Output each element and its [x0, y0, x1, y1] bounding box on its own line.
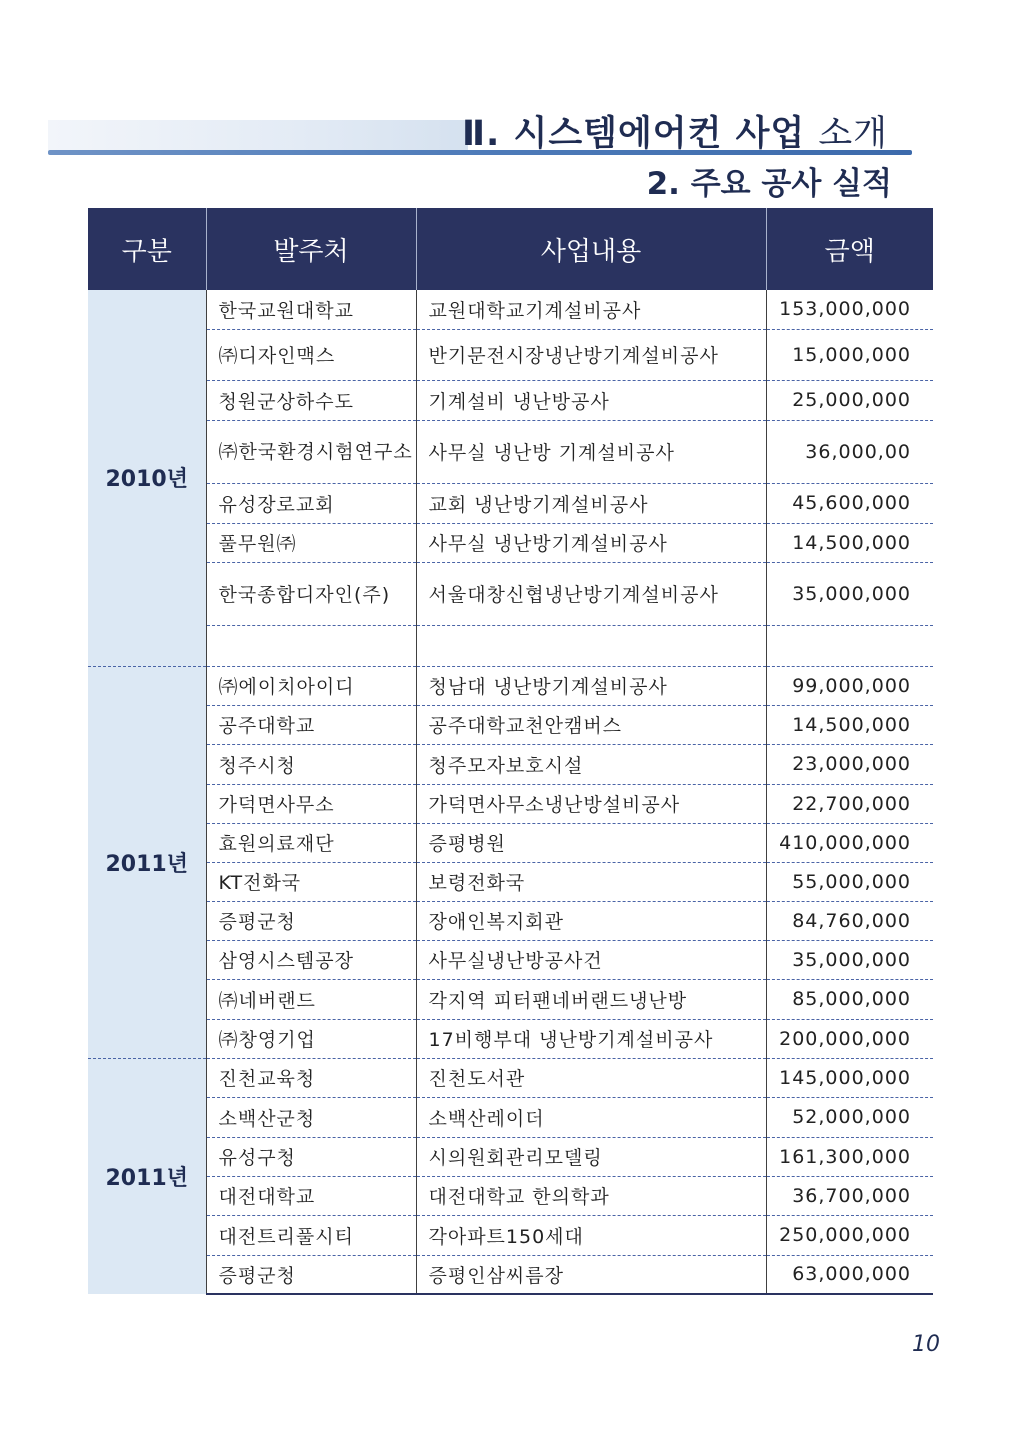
client-cell: 한국교원대학교 [206, 290, 416, 329]
amount-cell: 55,000,000 [766, 862, 933, 901]
year-cell: 2010년 [88, 290, 206, 666]
client-cell: 가덕면사무소 [206, 784, 416, 823]
project-cell: 청주모자보호시설 [416, 744, 766, 784]
project-cell: 증평병원 [416, 823, 766, 862]
project-cell: 대전대학교 한의학과 [416, 1176, 766, 1215]
table-row [88, 1255, 933, 1294]
table-row [88, 940, 933, 979]
client-cell: ㈜에이치아이디 [206, 666, 416, 705]
client-cell: 청주시청 [206, 744, 416, 784]
client-cell: ㈜한국환경시험연구소 [206, 420, 416, 483]
client-cell: 진천교육청 [206, 1058, 416, 1097]
client-cell: 풀무원㈜ [206, 523, 416, 562]
amount-cell: 36,000,00 [766, 420, 933, 483]
table-row [88, 705, 933, 744]
year-cell: 2011년 [88, 666, 206, 1058]
table-row [88, 1058, 933, 1097]
amount-cell: 84,760,000 [766, 901, 933, 940]
amount-cell: 45,600,000 [766, 483, 933, 523]
project-cell: 각아파트150세대 [416, 1215, 766, 1255]
table-header-row [88, 208, 933, 290]
amount-cell: 410,000,000 [766, 823, 933, 862]
project-cell: 반기문전시장냉난방기계설비공사 [416, 329, 766, 380]
table-row [88, 1176, 933, 1215]
header-band [48, 120, 468, 150]
amount-cell: 36,700,000 [766, 1176, 933, 1215]
amount-cell: 35,000,000 [766, 562, 933, 625]
project-cell: 공주대학교천안캠버스 [416, 705, 766, 744]
client-cell: 청원군상하수도 [206, 380, 416, 420]
table-row [88, 329, 933, 380]
table-row [88, 1019, 933, 1058]
chapter-title [462, 106, 888, 156]
amount-cell: 145,000,000 [766, 1058, 933, 1097]
amount-cell: 25,000,000 [766, 380, 933, 420]
table-row [88, 784, 933, 823]
client-cell: 삼영시스템공장 [206, 940, 416, 979]
table-row [88, 562, 933, 625]
table-row [88, 979, 933, 1019]
client-cell: 증평군청 [206, 901, 416, 940]
project-cell: 사무실 냉난방 기계설비공사 [416, 420, 766, 483]
table-row [88, 420, 933, 483]
amount-cell: 153,000,000 [766, 290, 933, 329]
col-header-category: 구분 [88, 208, 206, 290]
section-title: 2. 주요 공사 실적 [646, 166, 892, 202]
amount-cell: 14,500,000 [766, 705, 933, 744]
amount-cell: 23,000,000 [766, 744, 933, 784]
table-body [88, 290, 933, 1294]
amount-cell: 35,000,000 [766, 940, 933, 979]
col-header-amount: 금액 [766, 208, 933, 290]
amount-cell: 52,000,000 [766, 1097, 933, 1137]
amount-cell: 250,000,000 [766, 1215, 933, 1255]
chapter-title-sub: 소개 [818, 114, 888, 154]
project-cell: 청남대 냉난방기계설비공사 [416, 666, 766, 705]
client-cell: 대전대학교 [206, 1176, 416, 1215]
project-cell: 소백산레이더 [416, 1097, 766, 1137]
table-row [88, 483, 933, 523]
table-row [88, 1137, 933, 1176]
col-header-client: 발주처 [206, 208, 416, 290]
amount-cell: 85,000,000 [766, 979, 933, 1019]
table-row [88, 380, 933, 420]
project-cell: 사무실 냉난방기계설비공사 [416, 523, 766, 562]
project-cell: 진천도서관 [416, 1058, 766, 1097]
table-row [88, 625, 933, 666]
amount-cell: 22,700,000 [766, 784, 933, 823]
project-cell: 17비행부대 냉난방기계설비공사 [416, 1019, 766, 1058]
client-cell: KT전화국 [206, 862, 416, 901]
project-cell: 각지역 피터팬네버랜드냉난방 [416, 979, 766, 1019]
project-cell [416, 625, 766, 666]
amount-cell: 14,500,000 [766, 523, 933, 562]
project-cell: 사무실냉난방공사건 [416, 940, 766, 979]
table-row [88, 901, 933, 940]
col-header-project: 사업내용 [416, 208, 766, 290]
table-row [88, 1215, 933, 1255]
client-cell: 공주대학교 [206, 705, 416, 744]
project-cell: 보령전화국 [416, 862, 766, 901]
client-cell: 유성구청 [206, 1137, 416, 1176]
amount-cell: 15,000,000 [766, 329, 933, 380]
amount-cell: 63,000,000 [766, 1255, 933, 1294]
client-cell: 소백산군청 [206, 1097, 416, 1137]
table-row [88, 823, 933, 862]
client-cell [206, 625, 416, 666]
client-cell: 유성장로교회 [206, 483, 416, 523]
table-row [88, 1097, 933, 1137]
amount-cell [766, 625, 933, 666]
projects-table-wrap [88, 208, 933, 1295]
amount-cell: 161,300,000 [766, 1137, 933, 1176]
project-cell: 시의원회관리모델링 [416, 1137, 766, 1176]
project-cell: 가덕면사무소냉난방설비공사 [416, 784, 766, 823]
project-cell: 교원대학교기계설비공사 [416, 290, 766, 329]
project-cell: 교회 냉난방기계설비공사 [416, 483, 766, 523]
table-row [88, 290, 933, 329]
table-row [88, 744, 933, 784]
client-cell: ㈜네버랜드 [206, 979, 416, 1019]
year-cell: 2011년 [88, 1058, 206, 1294]
project-cell: 기계설비 냉난방공사 [416, 380, 766, 420]
chapter-title-main: Ⅱ. 시스템에어컨 사업 [461, 114, 806, 154]
project-cell: 장애인복지회관 [416, 901, 766, 940]
table-row [88, 862, 933, 901]
table-row [88, 666, 933, 705]
client-cell: ㈜디자인맥스 [206, 329, 416, 380]
amount-cell: 99,000,000 [766, 666, 933, 705]
amount-cell: 200,000,000 [766, 1019, 933, 1058]
project-cell: 증평인삼씨름장 [416, 1255, 766, 1294]
client-cell: 증평군청 [206, 1255, 416, 1294]
project-cell: 서울대창신협냉난방기계설비공사 [416, 562, 766, 625]
page-number: 10 [912, 1332, 940, 1357]
client-cell: 한국종합디자인(주) [206, 562, 416, 625]
client-cell: ㈜창영기업 [206, 1019, 416, 1058]
projects-table [88, 208, 933, 1295]
table-row [88, 523, 933, 562]
client-cell: 효원의료재단 [206, 823, 416, 862]
client-cell: 대전트리풀시티 [206, 1215, 416, 1255]
